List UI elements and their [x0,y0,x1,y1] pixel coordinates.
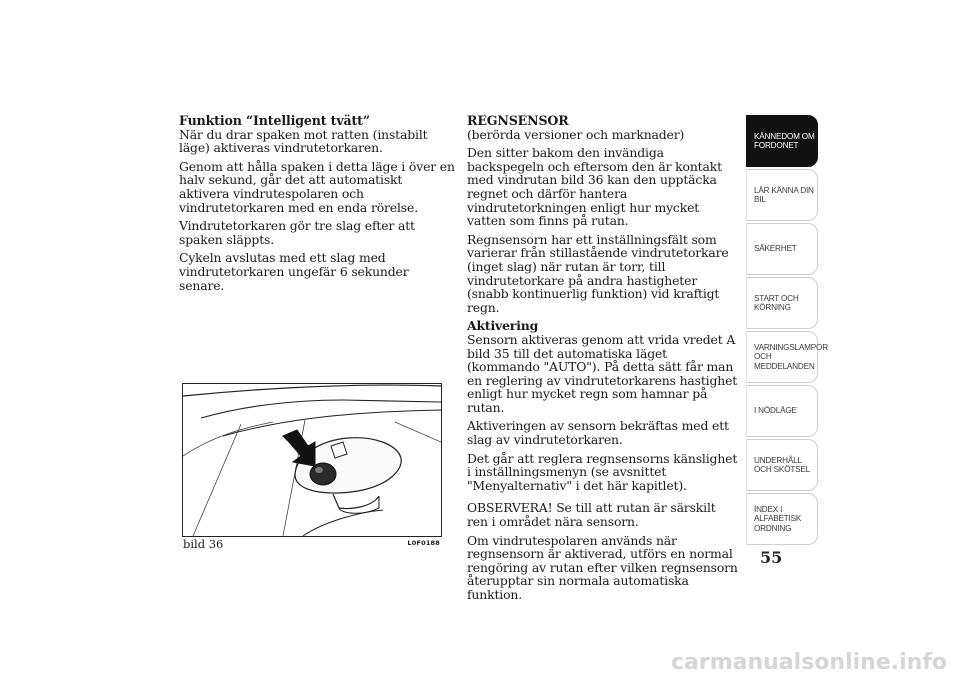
paragraph: När du drar spaken mot ratten (instabilt läge) aktiveras vindrutetorkaren. [179,126,428,156]
tab-lar-kanna-din-bil[interactable]: LÄR KÄNNA DIN BIL [746,169,818,221]
paragraph: Den sitter bakom den invändiga backspegeln och eftersom den är kontakt med vindrutan bild 36 kan den upptäcka regnet och därför hantera vindrutetorkningen enligt hur mycket vatten som finns på rutan. [467,145,722,229]
paragraph: Sensorn aktiveras genom att vrida vredet A bild 35 till det automatiska läget (kommando "AUTO"). På detta sätt får man en reglering av vindrutetorkarens hastighet enligt hur mycket regn som hamnar på rutan. [467,331,738,415]
paragraph: Genom att hålla spaken i detta läge i över en halv sekund, går det att automatiskt aktivera vindrutespolaren och vindrutetorkaren med en enda rörelse. [179,158,455,215]
rain-sensor-illustration [183,384,441,536]
tab-varningslampor[interactable]: VARNINGSLAMPOR OCH MEDDELANDEN [746,331,818,383]
left-column [179,114,456,297]
figure-label: bild 36 [183,537,224,551]
watermark: carmanualsonline.info [671,650,947,675]
subheading-activation: Aktivering [467,318,539,334]
paragraph: Om vindrutespolaren används när regnsensorn är aktiverad, utförs en normal rengöring av rutan efter vilken regnsensorn återupptar sin normala automatiska funktion. [467,532,738,602]
figure-caption [182,537,442,551]
paragraph: Regnsensorn har ett inställningsfält som varierar från stillastående vindrutetorkare (inget slag) när rutan är torr, till vindrutetorkare på andra hastigheter (snabb kontinuerlig funktion) vid kraftigt regn. [467,231,729,315]
paragraph: Det går att reglera regnsensorns känslighet i inställningsmenyn (se avsnittet "Menyalternativ" i det här kapitlet). [467,450,738,493]
figure-code: L0F0188 [407,539,440,547]
section-heading-rain-sensor: REGNSENSOR [467,113,569,128]
tab-start-och-korning[interactable]: START OCH KÖRNING [746,277,818,329]
paragraph: Cykeln avslutas med ett slag med vindrutetorkaren ungefär 6 sekunder senare. [179,250,409,293]
right-column [467,114,739,607]
paragraph-note: OBSERVERA! Se till att rutan är särskilt ren i området nära sensorn. [467,500,716,530]
tab-i-nodlage[interactable]: I NÖDLÄGE [746,385,818,437]
tab-index[interactable]: INDEX I ALFABETISK ORDNING [746,493,818,545]
section-subtitle: (berörda versioner och marknader) [467,126,685,142]
tab-underhall-och-skotsel[interactable]: UNDERHÅLL OCH SKÖTSEL [746,439,818,491]
section-heading-intelligent-wash: Funktion “Intelligent tvätt” [179,113,370,128]
chapter-tabs [746,115,828,545]
paragraph: Vindrutetorkaren gör tre slag efter att spaken släppts. [179,218,415,247]
tab-kannedom-om-fordonet[interactable]: KÄNNEDOM OM FORDONET [746,115,818,167]
page-number: 55 [760,548,783,567]
figure-rain-sensor [182,383,442,537]
paragraph: Aktiveringen av sensorn bekräftas med ett slag av vindrutetorkaren. [467,418,729,448]
tab-sakerhet[interactable]: SÄKERHET [746,223,818,275]
